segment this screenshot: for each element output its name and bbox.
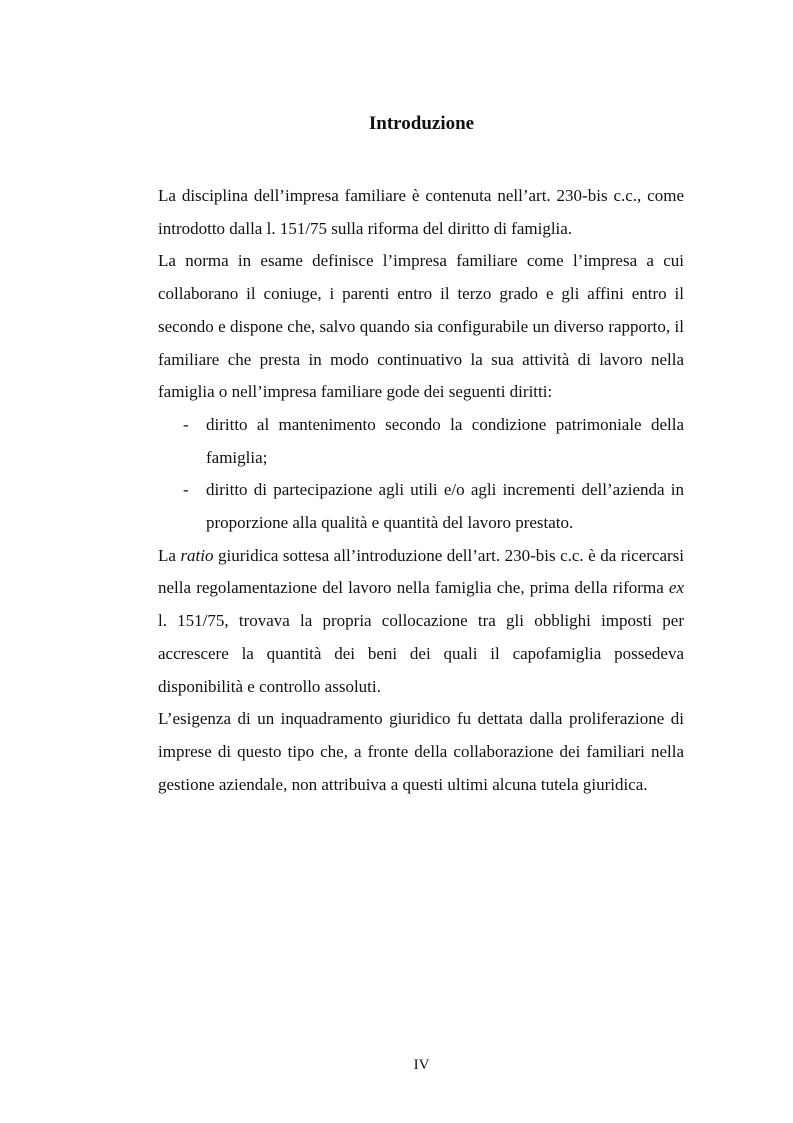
paragraph: La norma in esame definisce l’impresa familiare come l’impresa a cui collaborano il coniuge, i parenti entro il terzo grado e gli affini entro il secondo e dispone che, salvo quando sia configurabile un diverso rapporto, il familiare che presta in modo continuativo la sua attività di lavoro nella famiglia o nell’impresa familiare gode dei seguenti diritti: (158, 251, 684, 402)
rights-list (158, 409, 684, 540)
text-run: La (158, 545, 181, 565)
paragraph: L’esigenza di un inquadramento giuridico fu dettata dalla proliferazione di imprese di questo tipo che, a fronte della collaborazione dei familiari nella gestione aziendale, non attribuiva a questi ultimi alcuna tutela giuridica. (158, 709, 684, 794)
list-marker: - (183, 414, 189, 434)
page-title: Introduzione (368, 113, 475, 134)
italic-term: ratio (180, 545, 214, 565)
list-item-text: diritto di partecipazione agli utili e/o agli incrementi dell’azienda in proporzione alla qualità e quantità del lavoro prestato. (206, 480, 684, 533)
list-item (158, 409, 684, 474)
paragraph (158, 540, 684, 704)
italic-term: ex (668, 578, 684, 598)
list-marker: - (183, 480, 189, 500)
document-body (158, 180, 684, 801)
list-item-text: diritto al mantenimento secondo la condizione patrimoniale della famiglia; (206, 414, 684, 467)
text-run: l. 151/75, trovava la propria collocazione tra gli obblighi imposti per accrescere la quantità dei beni dei quali il capofamiglia possedeva disponibilità e controllo assoluti. (158, 611, 684, 696)
list-item (158, 474, 684, 539)
text-run: giuridica sottesa all’introduzione dell’art. 230-bis c.c. è da ricercarsi nella regolamentazione del lavoro nella famiglia che, prima della riforma (158, 545, 684, 598)
paragraph: La disciplina dell’impresa familiare è contenuta nell’art. 230-bis c.c., come introdotto dalla l. 151/75 sulla riforma del diritto di famiglia. (158, 186, 684, 238)
page-number: IV (413, 1057, 430, 1073)
